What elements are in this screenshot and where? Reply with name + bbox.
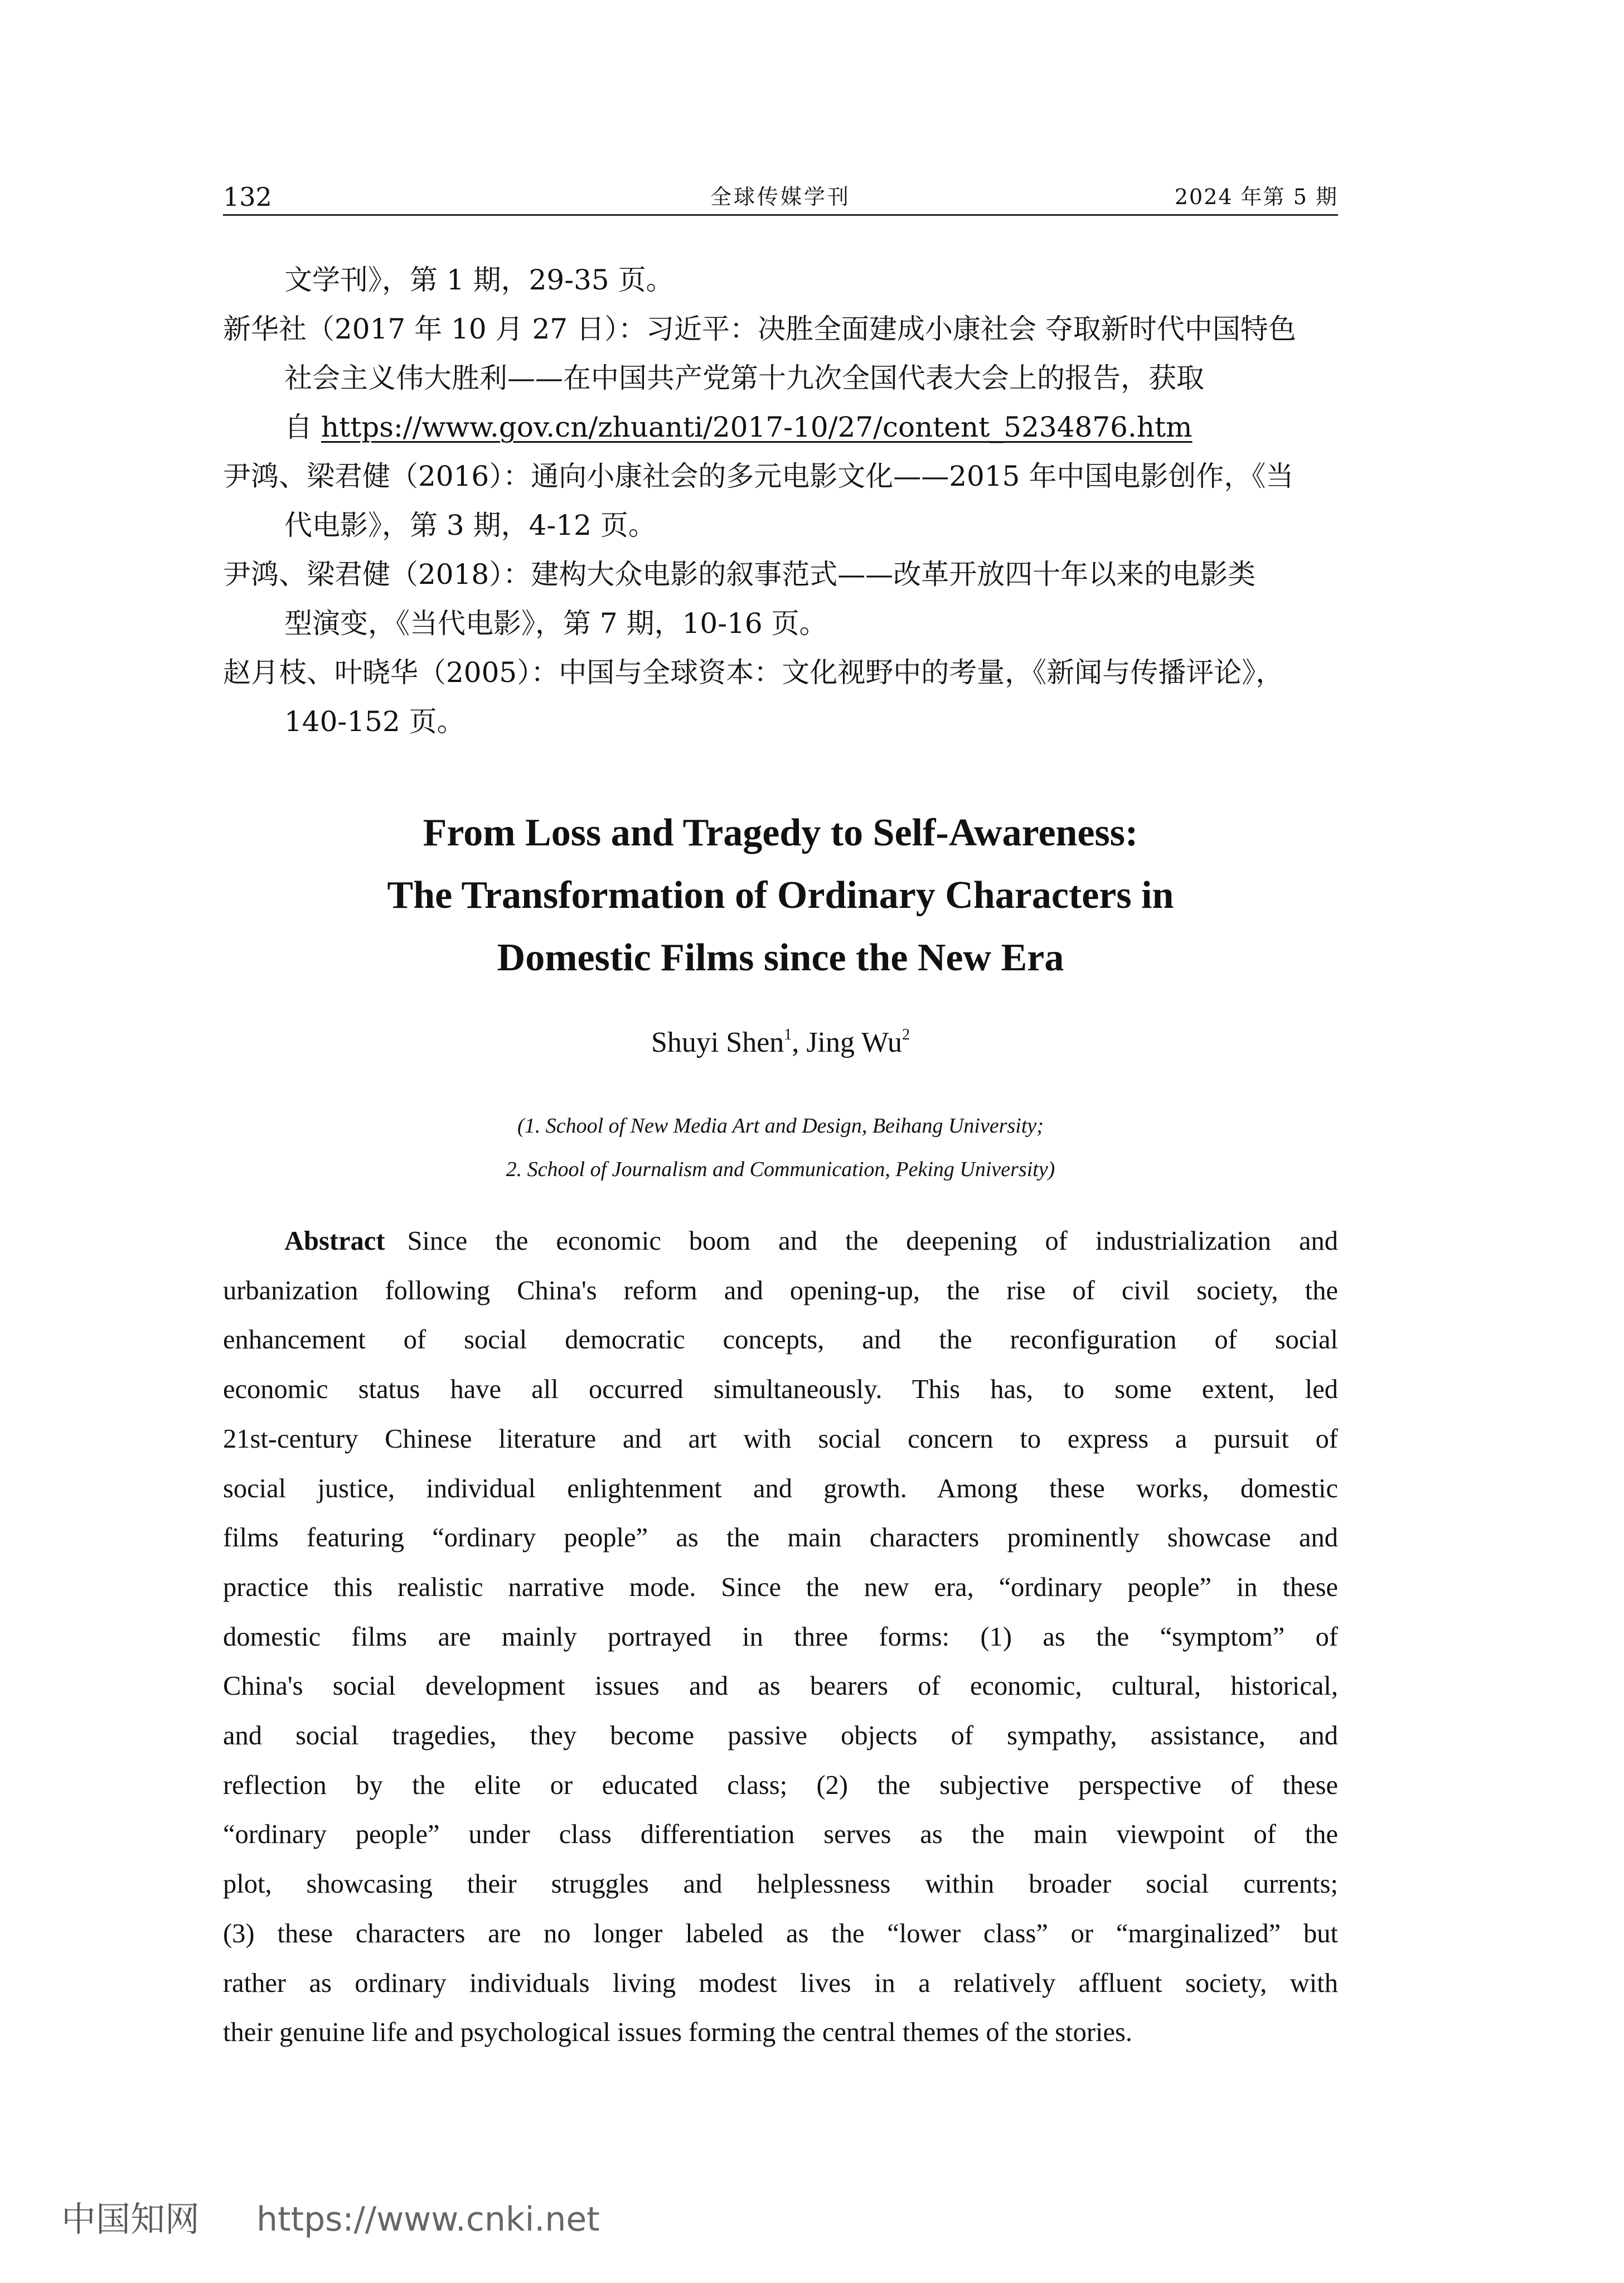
abstract-line: Abstract Since the economic boom and the deepening of industrialization and <box>284 1226 1338 1256</box>
title-line: The Transformation of Ordinary Characters in <box>387 874 1174 917</box>
abstract-line: their genuine life and psychological issues forming the central themes of the stories. <box>223 2018 1133 2048</box>
affiliation-line: 2. School of Journalism and Communication, Peking University) <box>506 1158 1055 1181</box>
article-title <box>223 802 1338 989</box>
reference-entry <box>223 452 1338 550</box>
abstract-label: Abstract <box>284 1226 385 1256</box>
cnki-logo: 中国知网 <box>61 2199 200 2240</box>
title-line: From Loss and Tragedy to Self-Awareness: <box>423 811 1138 854</box>
reference-prefix: 自 <box>284 411 321 443</box>
abstract-line: social justice, individual enlightenment and growth. Among these works, domestic <box>223 1473 1338 1503</box>
reference-continuation: 代电影》，第 3 期，4-12 页。 <box>284 509 656 541</box>
abstract-line: rather as ordinary individuals living modest lives in a relatively affluent society, with <box>223 1968 1338 1998</box>
author-affiliation-mark: 1 <box>784 1026 792 1043</box>
abstract-line: “ordinary people” under class differentiation serves as the main viewpoint of the <box>223 1820 1338 1850</box>
reference-continuation: 140-152 页。 <box>284 705 465 738</box>
reference-entry <box>223 255 1338 304</box>
author-affiliation-mark: 2 <box>902 1026 910 1043</box>
header-rule <box>223 214 1338 216</box>
affiliation-line: (1. School of New Media Art and Design, Beihang University; <box>517 1114 1044 1138</box>
abstract-line: urbanization following China's reform and opening-up, the rise of civil society, the <box>223 1275 1338 1305</box>
abstract-line: practice this realistic narrative mode. Since the new era, “ordinary people” in these <box>223 1572 1338 1602</box>
abstract <box>223 1217 1338 2058</box>
author-line <box>223 1023 1338 1062</box>
affiliations <box>223 1104 1338 1191</box>
abstract-line: enhancement of social democratic concepts, and the reconfiguration of social <box>223 1325 1338 1355</box>
reference-list <box>223 255 1338 746</box>
reference-continuation <box>284 403 1338 452</box>
abstract-line: plot, showcasing their struggles and helplessness within broader social currents; <box>223 1869 1338 1899</box>
author-separator: , <box>792 1027 807 1058</box>
abstract-line: and social tragedies, they become passive objects of sympathy, assistance, and <box>223 1721 1338 1751</box>
author-name: Jing Wu <box>806 1027 903 1058</box>
abstract-line: economic status have all occurred simultaneously. This has, to some extent, led <box>223 1375 1338 1405</box>
abstract-line: 21st-century Chinese literature and art with social concern to express a pursuit of <box>223 1424 1338 1454</box>
page-number: 132 <box>223 182 272 212</box>
reference-entry <box>223 304 1338 452</box>
abstract-line: domestic films are mainly portrayed in three forms: (1) as the “symptom” of <box>223 1622 1338 1652</box>
abstract-line: (3) these characters are no longer labeled as the “lower class” or “marginalized” but <box>223 1918 1338 1948</box>
reference-continuation: 型演变，《当代电影》，第 7 期，10-16 页。 <box>284 607 827 640</box>
reference-text: 尹鸿、梁君健（2018）：建构大众电影的叙事范式——改革开放四十年以来的电影类 <box>223 558 1256 591</box>
abstract-line: films featuring “ordinary people” as the main characters prominently showcase and <box>223 1523 1338 1553</box>
reference-entry <box>223 648 1338 746</box>
title-line: Domestic Films since the New Era <box>497 936 1064 979</box>
running-header <box>223 180 1338 214</box>
reference-continuation: 文学刊》，第 1 期，29-35 页。 <box>284 264 674 296</box>
reference-continuation: 社会主义伟大胜利——在中国共产党第十九次全国代表大会上的报告，获取 <box>284 362 1204 394</box>
journal-name: 全球传媒学刊 <box>710 185 851 209</box>
abstract-line: China's social development issues and as bearers of economic, cultural, historical, <box>223 1671 1338 1701</box>
reference-link[interactable]: https://www.gov.cn/zhuanti/2017-10/27/content_5234876.htm <box>321 411 1192 443</box>
reference-text: 新华社（2017 年 10 月 27 日）：习近平：决胜全面建成小康社会 夺取新时代中国特色 <box>223 313 1296 345</box>
reference-text: 尹鸿、梁君健（2016）：通向小康社会的多元电影文化——2015 年中国电影创作，《当 <box>223 460 1294 492</box>
abstract-line: reflection by the elite or educated class; (2) the subjective perspective of these <box>223 1770 1338 1800</box>
cnki-url[interactable]: https://www.cnki.net <box>256 2200 600 2239</box>
reference-text: 赵月枝、叶晓华（2005）：中国与全球资本：文化视野中的考量，《新闻与传播评论》， <box>223 656 1284 689</box>
issue-label: 2024 年第 5 期 <box>1174 185 1338 209</box>
author-name: Shuyi Shen <box>651 1027 784 1058</box>
reference-entry <box>223 550 1338 648</box>
